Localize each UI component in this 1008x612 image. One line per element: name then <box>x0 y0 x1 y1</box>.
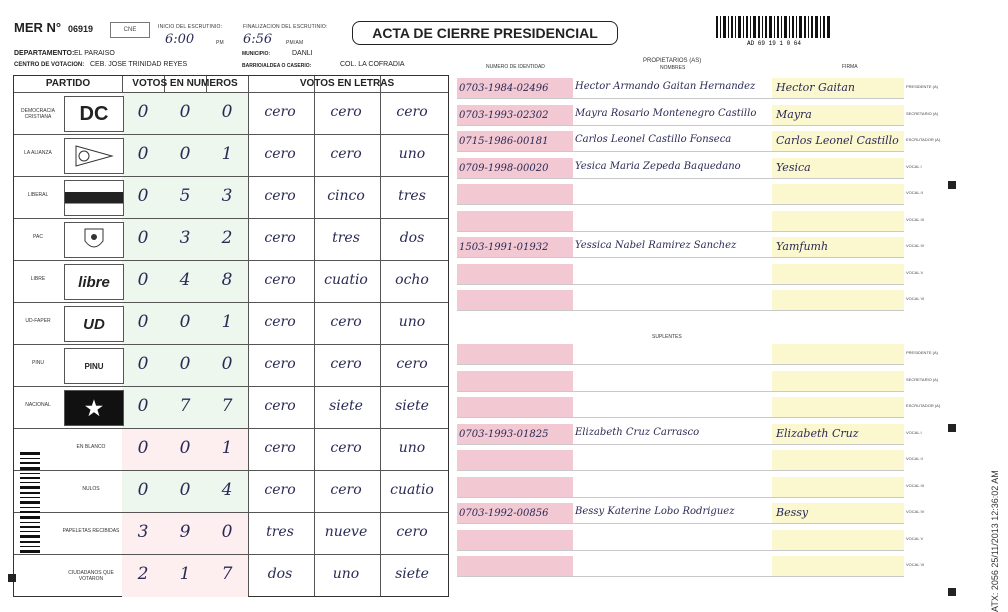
id-cell <box>457 290 573 310</box>
col-letras: VOTOS EN LETRAS <box>299 78 395 89</box>
vote-word: ocho <box>395 272 429 288</box>
party-logo-icon: DC <box>64 96 124 132</box>
vote-word: cero <box>264 272 296 288</box>
signature <box>772 533 776 546</box>
member-row-line <box>457 151 904 152</box>
role-label: VOCAL II <box>906 456 923 461</box>
id-cell <box>457 344 573 364</box>
mer-label: MER N° <box>14 20 62 35</box>
role-label: VOCAL I <box>906 429 922 435</box>
id-cell <box>457 397 573 417</box>
vote-digit: 0 <box>179 354 191 374</box>
inicio-label: INICIO DEL ESCRUTINIO: <box>158 24 223 30</box>
signature-cell <box>772 371 904 391</box>
vote-word: siete <box>329 398 363 414</box>
vote-digit: 0 <box>137 480 149 500</box>
id-number: 0709-1998-00020 <box>459 162 549 174</box>
vote-word: cero <box>330 104 362 120</box>
party-label: PAC <box>33 234 43 240</box>
member-row-line <box>457 391 904 392</box>
vote-digit: 7 <box>179 396 191 416</box>
signature-cell <box>772 503 904 523</box>
vote-digit: 0 <box>137 438 149 458</box>
vote-digit: 0 <box>137 396 149 416</box>
vote-word: cero <box>264 230 296 246</box>
barcode-icon <box>716 16 832 46</box>
id-cell <box>457 105 573 125</box>
id-number <box>457 402 459 413</box>
id-number: 0703-1992-00856 <box>459 508 549 519</box>
id-number <box>457 269 459 280</box>
finalizacion-time: 6:56 <box>243 32 273 47</box>
role-label: PRESIDENTE (A) <box>906 350 939 355</box>
vote-word: uno <box>398 314 426 330</box>
id-number <box>457 349 459 360</box>
finalizacion-unit: PM/AM <box>286 40 304 46</box>
signature: Yesica <box>776 160 811 174</box>
signature-cell <box>772 397 904 417</box>
signature-cell <box>772 158 904 178</box>
role-label: VOCAL IV <box>906 509 925 514</box>
barcode-text: AD 69 19 1 0 64 <box>746 40 802 46</box>
vote-word: cinco <box>327 188 365 204</box>
party-logo-icon <box>64 138 124 174</box>
member-row-line <box>457 310 904 311</box>
signature-cell <box>772 184 904 204</box>
mer-number: 06919 <box>68 24 94 34</box>
member-row-line <box>457 98 904 99</box>
vote-digit: 0 <box>221 102 233 122</box>
vote-digit: 1 <box>179 564 191 584</box>
id-number: 0703-1993-02302 <box>459 109 549 121</box>
member-row-line <box>457 470 904 471</box>
signature-cell <box>772 290 904 310</box>
role-label: VOCAL V <box>906 535 924 541</box>
role-label: ESCRUTADOR (A) <box>906 137 941 142</box>
signature <box>772 214 776 227</box>
vote-word: uno <box>332 566 360 582</box>
party-label: NACIONAL <box>25 402 51 408</box>
party-label: LA ALIANZA <box>24 150 52 156</box>
role-label: ESCRUTADOR (A) <box>906 403 941 408</box>
vote-word: cero <box>264 482 296 498</box>
vote-word: cero <box>330 146 362 162</box>
vote-digit: 0 <box>179 144 191 164</box>
party-logo-icon: UD <box>64 306 124 342</box>
member-row-line <box>457 444 904 445</box>
id-cell <box>457 556 573 576</box>
party-label: UD-FAPER <box>25 318 51 324</box>
vote-word: cero <box>264 146 296 162</box>
vote-digit: 0 <box>137 144 149 164</box>
member-row-line <box>457 257 904 258</box>
vote-word: siete <box>395 566 429 582</box>
member-row-line <box>457 231 904 232</box>
signature-cell <box>772 424 904 444</box>
vote-digit: 4 <box>221 480 233 500</box>
vote-digit: 8 <box>221 270 233 290</box>
municipio-value: DANLI <box>292 50 313 57</box>
signature-cell <box>772 237 904 257</box>
id-cell <box>457 450 573 470</box>
departamento-value: EL PARAISO <box>74 50 115 57</box>
signature-cell <box>772 556 904 576</box>
signature-cell <box>772 78 904 98</box>
registration-mark-icon <box>8 574 16 582</box>
vote-digit: 0 <box>179 312 191 332</box>
inicio-unit: PM <box>216 40 224 46</box>
vote-word: cero <box>264 188 296 204</box>
barrio-label: BARRIO/ALDEA O CASERIO: <box>242 63 312 69</box>
scan-stamp: ATX: 2056 25/11/2013 12:36:02 AM <box>990 470 1000 612</box>
id-cell <box>457 237 573 257</box>
party-label: NULOS <box>82 486 100 492</box>
vote-word: tres <box>266 524 294 540</box>
vote-digit: 0 <box>137 270 149 290</box>
vote-digit: 9 <box>179 522 191 542</box>
signature <box>772 559 776 572</box>
id-cell <box>457 158 573 178</box>
registration-mark-icon <box>948 424 956 432</box>
member-row-line <box>457 204 904 205</box>
votes-table <box>13 75 449 597</box>
vote-word: cero <box>264 440 296 456</box>
vote-digit: 2 <box>221 228 233 248</box>
id-number: 0715-1986-00181 <box>459 136 549 147</box>
vote-word: cero <box>264 356 296 372</box>
id-cell <box>457 184 573 204</box>
vote-digit: 0 <box>179 438 191 458</box>
id-number <box>457 216 459 227</box>
vote-digit: 7 <box>221 396 233 416</box>
role-label: VOCAL V <box>906 269 924 275</box>
party-logo-icon: PINU <box>64 348 124 384</box>
id-number <box>457 482 459 493</box>
id-cell <box>457 530 573 550</box>
role-label: VOCAL II <box>906 190 923 195</box>
id-number <box>457 189 459 200</box>
party-label: EN BLANCO <box>76 444 106 450</box>
member-name: Hector Armando Gaitan Hernandez <box>575 81 756 92</box>
barrio-value: COL. LA COFRADIA <box>340 61 405 68</box>
vote-digit: 0 <box>137 186 149 206</box>
signature: Elizabeth Cruz <box>776 426 859 440</box>
id-number: 0703-1993-01825 <box>459 428 549 440</box>
vote-word: uno <box>398 146 426 162</box>
party-logo-icon <box>64 222 124 258</box>
signature-cell <box>772 264 904 284</box>
signature: Carlos Leonel Castillo <box>776 134 899 147</box>
vote-digit: 2 <box>137 564 149 584</box>
party-label: DEMOCRACIA CRISTIANA <box>21 108 55 120</box>
municipio-label: MUNICIPIO: <box>242 51 271 57</box>
vote-digit: 1 <box>221 144 233 164</box>
member-row-line <box>457 178 904 179</box>
member-name: Bessy Katerine Lobo Rodriguez <box>575 506 735 517</box>
vote-word: cero <box>330 356 362 372</box>
member-row-line <box>457 284 904 285</box>
id-cell <box>457 503 573 523</box>
id-cell <box>457 264 573 284</box>
role-label: VOCAL I <box>906 163 922 169</box>
party-label: LIBRE <box>30 276 46 282</box>
vote-word: tres <box>398 188 426 204</box>
signature-cell <box>772 131 904 151</box>
member-row-line <box>457 497 904 498</box>
vote-word: cero <box>396 104 428 120</box>
vote-word: tres <box>332 230 360 246</box>
vote-digit: 0 <box>137 102 149 122</box>
firma-label: FIRMA <box>842 64 858 70</box>
role-label: VOCAL III <box>906 216 924 222</box>
centro-label: CENTRO DE VOTACION: <box>14 62 85 68</box>
member-name: Elizabeth Cruz Carrasco <box>575 426 700 438</box>
party-label: LIBERAL <box>27 192 49 198</box>
role-label: VOCAL VI <box>906 296 925 301</box>
role-label: VOCAL VI <box>906 562 925 567</box>
vote-word: cero <box>264 314 296 330</box>
signature: Yamfumh <box>776 240 829 253</box>
vote-word: cero <box>396 356 428 372</box>
party-label: CIUDADANOS QUE VOTARON <box>68 570 114 582</box>
vote-digit: 0 <box>179 102 191 122</box>
vote-digit: 7 <box>221 564 233 584</box>
role-label: VOCAL IV <box>906 243 925 248</box>
col-partido: PARTIDO <box>45 78 91 89</box>
col-numeros: VOTOS EN NUMEROS <box>132 78 238 89</box>
signature <box>772 374 776 387</box>
party-logo-icon: ★ <box>64 390 124 426</box>
signature <box>772 453 776 466</box>
vote-digit: 0 <box>137 312 149 332</box>
member-name: Mayra Rosario Montenegro Castillo <box>575 107 757 119</box>
vote-digit: 0 <box>221 522 233 542</box>
signature-cell <box>772 530 904 550</box>
signature <box>772 293 776 306</box>
vote-word: cuatio <box>324 272 368 288</box>
vote-digit: 0 <box>137 228 149 248</box>
centro-value: CEB. JOSE TRINIDAD REYES <box>90 61 188 68</box>
member-name: Yesica Maria Zepeda Baquedano <box>575 160 741 172</box>
signature-cell <box>772 105 904 125</box>
id-number <box>457 376 459 387</box>
signature <box>772 267 776 280</box>
signature-cell <box>772 450 904 470</box>
member-name: Yessica Nabel Ramirez Sanchez <box>575 240 737 251</box>
suplentes-label: SUPLENTES <box>652 334 682 340</box>
vote-word: cuatio <box>390 482 434 498</box>
vote-word: siete <box>395 398 429 414</box>
member-row-line <box>457 364 904 365</box>
vote-word: dos <box>267 566 293 582</box>
vote-word: cero <box>330 314 362 330</box>
id-number <box>457 455 459 466</box>
member-row-line <box>457 523 904 524</box>
party-logo-icon <box>64 180 124 216</box>
vote-digit: 3 <box>137 522 149 542</box>
vote-word: cero <box>264 398 296 414</box>
id-cell <box>457 78 573 98</box>
vote-digit: 0 <box>179 480 191 500</box>
signature: Bessy <box>776 506 809 519</box>
vote-digit: 1 <box>221 312 233 332</box>
vote-word: dos <box>399 230 425 246</box>
registration-mark-icon <box>948 181 956 189</box>
id-cell <box>457 131 573 151</box>
role-label: SECRETARIO (A) <box>906 376 939 382</box>
vote-digit: 5 <box>179 186 191 206</box>
signature: Mayra <box>776 107 812 121</box>
id-number <box>457 561 459 572</box>
id-number <box>457 535 459 546</box>
numero-identidad-label: NUMERO DE IDENTIDAD <box>486 64 545 70</box>
vote-digit: 4 <box>179 270 191 290</box>
member-row-line <box>457 417 904 418</box>
cne-logo: CNE <box>110 22 150 38</box>
finalizacion-label: FINALIZACION DEL ESCRUTINIO: <box>243 24 328 30</box>
vote-word: nueve <box>324 524 368 540</box>
vote-digit: 1 <box>221 438 233 458</box>
role-label: PRESIDENTE (A) <box>906 84 939 89</box>
signature: Hector Gaitan <box>776 81 855 94</box>
inicio-time: 6:00 <box>165 32 195 47</box>
signature <box>772 480 776 493</box>
vote-word: cero <box>330 482 362 498</box>
signature <box>772 187 776 200</box>
vote-digit: 0 <box>137 354 149 374</box>
id-cell <box>457 477 573 497</box>
id-number: 1503-1991-01932 <box>459 242 549 253</box>
vote-word: uno <box>398 440 426 456</box>
departamento-label: DEPARTAMENTO: <box>14 50 75 57</box>
member-row-line <box>457 125 904 126</box>
id-cell <box>457 211 573 231</box>
id-number: 0703-1984-02496 <box>459 83 549 94</box>
member-name: Carlos Leonel Castillo Fonseca <box>575 134 732 145</box>
signature-cell <box>772 477 904 497</box>
side-barcode-icon <box>20 452 60 562</box>
id-cell <box>457 424 573 444</box>
signature <box>772 400 776 413</box>
vote-word: cero <box>264 104 296 120</box>
vote-digit: 0 <box>221 354 233 374</box>
signature-cell <box>772 344 904 364</box>
party-label: PINU <box>32 360 44 366</box>
vote-digit: 3 <box>221 186 233 206</box>
vote-digit: 3 <box>179 228 191 248</box>
vote-word: cero <box>396 524 428 540</box>
vote-word: cero <box>330 440 362 456</box>
propietarios-label: PROPIETARIOS (AS) <box>643 58 702 64</box>
member-row-line <box>457 550 904 551</box>
role-label: SECRETARIO (A) <box>906 110 939 116</box>
registration-mark-icon <box>948 588 956 596</box>
id-number <box>457 295 459 306</box>
member-row-line <box>457 576 904 577</box>
page-title: ACTA DE CIERRE PRESIDENCIAL <box>352 21 618 45</box>
party-logo-icon: libre <box>64 264 124 300</box>
signature-cell <box>772 211 904 231</box>
role-label: VOCAL III <box>906 482 924 488</box>
id-cell <box>457 371 573 391</box>
party-label: PAPELETAS RECIBIDAS <box>62 528 120 534</box>
signature <box>772 347 776 360</box>
nombres-label: NOMBRES <box>660 65 686 71</box>
